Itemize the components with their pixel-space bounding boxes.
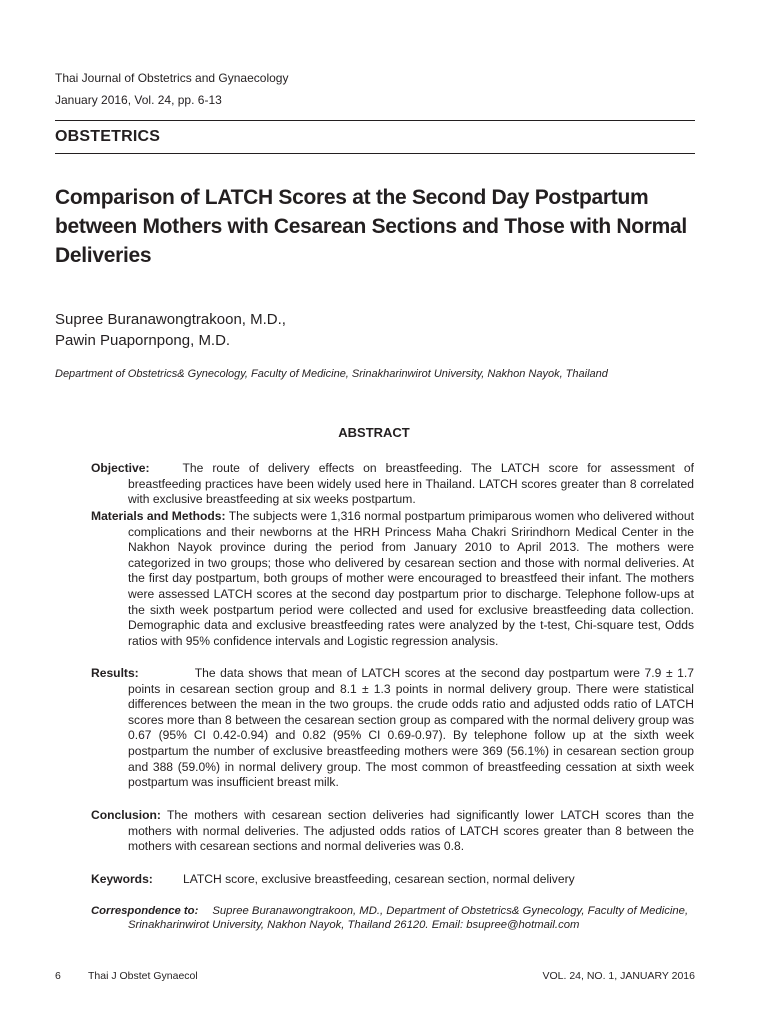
objective-text: The route of delivery effects on breastfeeding. The LATCH score for assessment of breastfeeding practices have been widely used here in Thailand. LATCH scores greater than 8 correlated with exclusive breastfeeding at six weeks postpartum.	[128, 461, 694, 507]
abstract-objective	[91, 461, 694, 508]
keywords-text: LATCH score, exclusive breastfeeding, cesarean section, normal delivery	[183, 872, 575, 886]
author-2: Pawin Puapornpong, M.D.	[55, 332, 231, 349]
top-rule	[55, 120, 695, 121]
affiliation: Department of Obstetrics& Gynecology, Faculty of Medicine, Srinakharinwirot University, Nakhon Nayok, Thailand	[55, 368, 608, 380]
issue-info: January 2016, Vol. 24, pp. 6-13	[55, 93, 222, 107]
section-label: OBSTETRICS	[55, 128, 161, 145]
abstract-results	[91, 666, 694, 791]
article-title: Comparison of LATCH Scores at the Second Day Postpartum between Mothers with Cesarean Sections and Those with Normal Deliveries	[55, 186, 687, 267]
correspondence	[91, 904, 700, 932]
conclusion-text: The mothers with cesarean section deliveries had significantly lower LATCH scores than the mothers with normal deliveries. The adjusted odds ratios of LATCH scores greater than 8 between the mothers with cesarean sections and normal deliveries was 0.8.	[128, 808, 694, 854]
footer-journal: Thai J Obstet Gynaecol	[88, 970, 198, 982]
section-rule	[55, 153, 695, 154]
conclusion-label: Conclusion:	[91, 808, 161, 822]
abstract-heading: ABSTRACT	[338, 425, 410, 440]
correspondence-label: Correspondence to:	[91, 905, 199, 917]
results-label: Results:	[91, 666, 139, 680]
methods-text: The subjects were 1,316 normal postpartum primiparous women who delivered without complications and their newborns at the HRH Princess Maha Chakri Sririndhorn Medical Center in the Nakhon Nayok province during the period from January 2010 to April 2013. The mothers were categorized in two groups; those who delivered by cesarean section and those with normal deliveries. At the first day postpartum, both groups of mother were encouraged to breastfeed their infant. The mothers were assessed LATCH scores at the second day postpartum prior to discharge. Telephone follow-ups at the sixth week postpartum period were collected and used for exclusive breastfeeding data collection. Demographic data and exclusive breastfeeding rates were analyzed by the t-test, Chi-square test, Odds ratios with 95% confidence intervals and Logistic regression analysis.	[128, 509, 694, 648]
keywords-label: Keywords:	[91, 872, 153, 886]
abstract-methods	[91, 509, 694, 649]
journal-name: Thai Journal of Obstetrics and Gynaecology	[55, 71, 289, 85]
footer-volume: VOL. 24, NO. 1, JANUARY 2016	[542, 970, 695, 982]
keywords-row	[91, 872, 575, 886]
author-1: Supree Buranawongtrakoon, M.D.,	[55, 311, 286, 328]
page-number: 6	[55, 970, 61, 982]
objective-label: Objective:	[91, 461, 150, 475]
results-text: The data shows that mean of LATCH scores at the second day postpartum were 7.9 ± 1.7 points in cesarean section group and 8.1 ± 1.3 points in normal delivery group. There were statistical differences between the mean in the two groups. the crude odds ratio and adjusted odds ratio of LATCH scores more than 8 between the cesarean section group as compared with the normal delivery group was 0.67 (95% CI 0.42-0.94) and 0.82 (95% CI 0.69-0.97). By telephone follow up at the sixth week postpartum the number of exclusive breastfeeding mothers were 369 (56.1%) in cesarean section group and 388 (59.0%) in normal delivery group. The most common of breastfeeding cessation at sixth week postpartum was insufficient breast milk.	[128, 666, 694, 790]
abstract-conclusion	[91, 808, 694, 855]
methods-label: Materials and Methods:	[91, 509, 226, 523]
correspondence-text: Supree Buranawongtrakoon, MD., Department of Obstetrics& Gynecology, Faculty of Medicine, Srinakharinwirot University, Nakhon Nayok, Thailand 26120. Email: bsupree@hotmail.com	[128, 905, 689, 931]
